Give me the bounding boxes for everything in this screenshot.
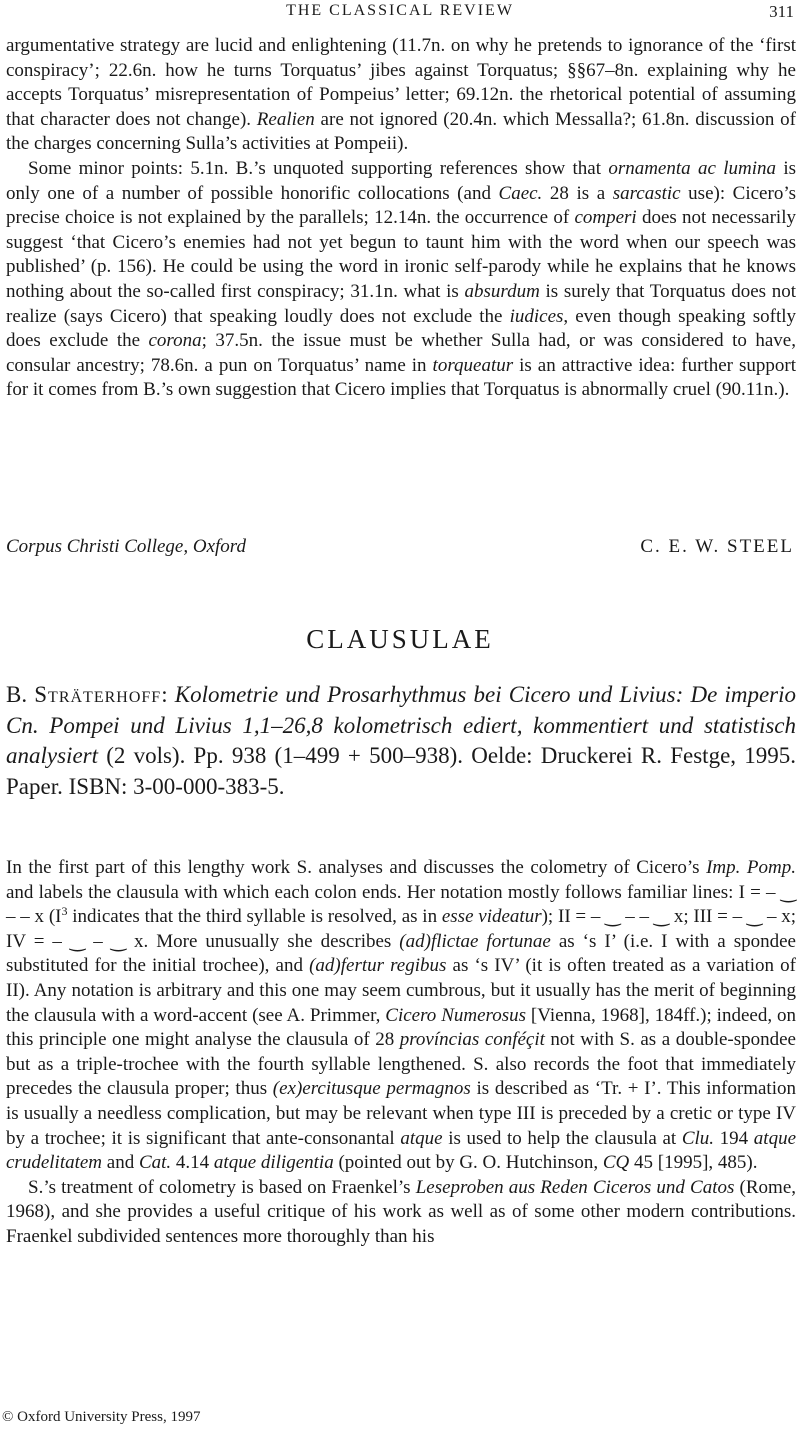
section-title: CLAUSULAE	[306, 624, 494, 654]
book-title: Kolometrie und Prosarhythmus bei Cicero und Livius: De imperio Cn. Pompei und Livius 1,1–26,8 kolometrisch ediert, kommentiert und statistisch analysiert	[6, 682, 796, 768]
copyright-notice: © Oxford University Press, 1997	[2, 1409, 201, 1425]
review-text-continued	[6, 34, 796, 403]
paragraph: Some minor points: 5.1n. B.’s unquoted supporting references show that ornamenta ac lumina is only one of a number of possible honorific collocations (and Caec. 28 is a sarcastic use): Cicero’s precise choice is not explained by the parallels; 12.14n. the occurrence of comperi does not necessarily suggest ‘that Cicero’s enemies had not yet begun to taunt him with the word when our speech was published’ (p. 156). He could be using the word in ironic self-parody while he explains that he knows nothing about the so-called first conspiracy; 31.1n. what is absurdum is surely that Torquatus does not realize (says Cicero) that speaking loudly does not exclude the iudices, even though speaking softly does exclude the corona; 37.5n. the issue must be whether Sulla had, or was considered to have, consular ancestry; 78.6n. a pun on Torquatus’ name in torqueatur is an attractive idea: further support for it comes from B.’s own suggestion that Cicero implies that Torquatus is abnormally cruel (90.11n.).	[6, 157, 796, 401]
paragraph: S.’s treatment of colometry is based on Fraenkel’s Leseproben aus Reden Ciceros und Catos (Rome, 1968), and she provides a useful critique of his work as well as of some other modern contributions. Fraenkel subdivided sentences more thoroughly than his	[6, 1176, 797, 1247]
running-head	[0, 2, 800, 22]
journal-title: THE CLASSICAL REVIEW	[286, 2, 514, 19]
book-author: Sträterhoff	[34, 682, 162, 707]
book-citation: B. Sträterhoff: Kolometrie und Prosarhythmus bei Cicero und Livius: De imperio Cn. Pompei und Livius 1,1–26,8 kolometrisch ediert, kommentiert und statistisch analysiert (2 vols). Pp. 938 (1–499 + 500–938). Oelde: Druckerei R. Festge, 1995. Paper. ISBN: 3-00-000-383-5.	[6, 682, 796, 799]
reviewer-name: C. E. W. STEEL	[640, 536, 794, 557]
reviewer-institution: Corpus Christi College, Oxford	[6, 536, 246, 557]
paragraph: argumentative strategy are lucid and enlightening (11.7n. on why he pretends to ignorance of the ‘first conspiracy’; 22.6n. how he turns Torquatus’ jibes against Torquatus; §§67–8n. explaining why he accepts Torquatus’ misrepresentation of Pompeius’ letter; 69.12n. the rhetorical potential of assuming that character does not change). Realien are not ignored (20.4n. which Messalla?; 61.8n. discussion of the charges concerning Sulla’s activities at Pompeii).	[6, 35, 796, 155]
book-details: (2 vols). Pp. 938 (1–499 + 500–938). Oelde: Druckerei R. Festge, 1995. Paper. ISBN: 3-00-000-383-5.	[6, 743, 796, 799]
page-number: 311	[769, 2, 794, 21]
paragraph: In the first part of this lengthy work S. analyses and discusses the colometry of Cicero’s Imp. Pomp. and labels the clausula with which each colon ends. Her notation mostly follows familiar lines: I = ‒ ‿ ‒ ‒ x ($I^3$ indicates that the third syllable is resolved, as in esse videatur); II = ‒ ‿ ‒ ‒ ‿ x; III = ‒ ‿ ‒ x; IV = ‒ ‿ ‒ ‿ x. More unusually she describes (ad)flictae fortunae as ‘s I’ (i.e. I with a spondee substituted for the initial trochee), and (ad)fertur regibus as ‘s IV’ (it is often treated as a variation of II). Any notation is arbitrary and this one may seem cumbrous, but it usually has the merit of beginning the clausula with a word-accent (see A. Primmer, Cicero Numerosus [Vienna, 1968], 184ff.); indeed, on this principle one might analyse the clausula of 28 províncias conféçit not with S. as a double-spondee but as a triple-trochee with the fourth syllable lengthened. S. also records the foot that immediately precedes the clausula proper; thus (ex)ercitusque permagnos is described as ‘Tr. + I’. This information is usually a needless complication, but may be relevant when type III is preceded by a cretic or type IV by a trochee; it is significant that ante-consonantal atque is used to help the clausula at Clu. 194 atque crudelitatem and Cat. 4.14 atque diligentia (pointed out by G. O. Hutchinson, CQ 45 [1995], 485).	[6, 857, 797, 1174]
review-text	[6, 856, 796, 1250]
reviewer-signature	[6, 536, 796, 562]
